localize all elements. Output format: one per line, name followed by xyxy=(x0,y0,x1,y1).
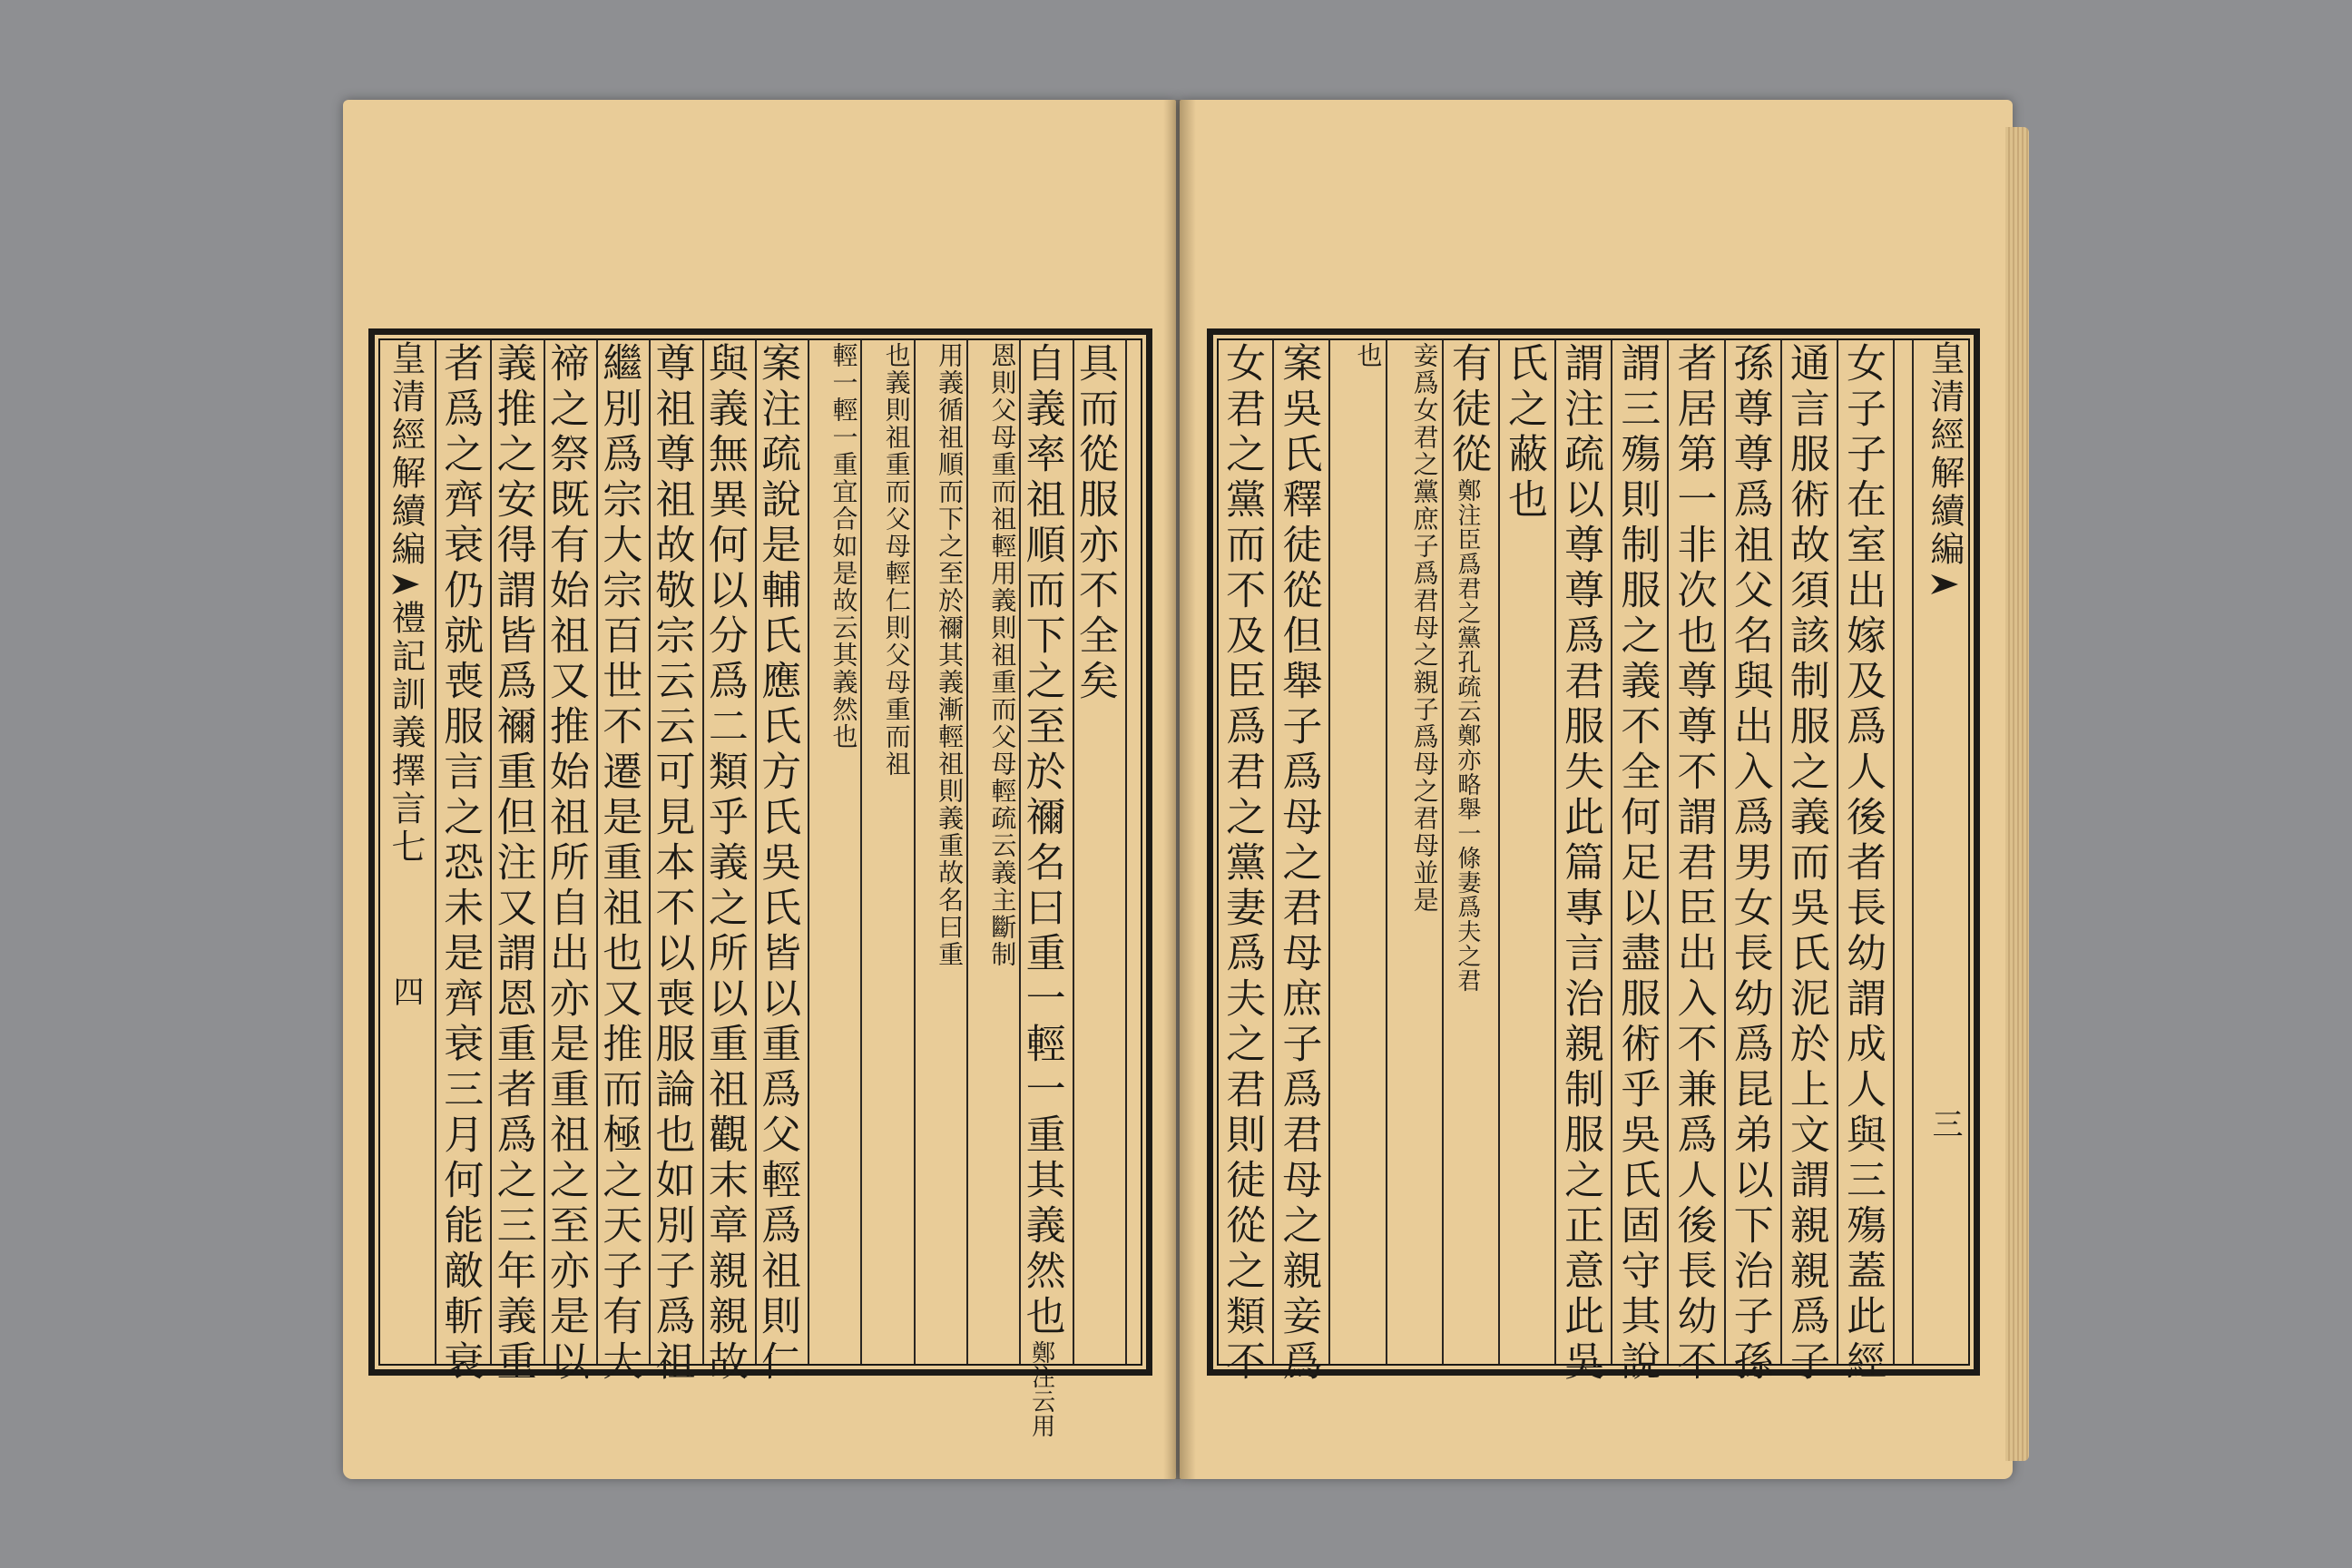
right-page-column-7 xyxy=(1500,342,1552,1362)
right-page-column-3 xyxy=(1726,342,1778,1386)
left-page-column-11 xyxy=(542,342,593,1386)
column-text: 輕一輕一重宜合如是故云其義然也 xyxy=(828,342,859,750)
left-page-number: 四 xyxy=(387,975,424,1010)
column-text: 氏之蔽也 xyxy=(1500,342,1547,524)
column-annotation: 鄭注云用 xyxy=(1027,1340,1055,1438)
left-page-column-10 xyxy=(595,342,646,1386)
right-margin-column xyxy=(1917,340,1970,1364)
left-margin-column xyxy=(378,340,431,1364)
column-text: 者居第一非次也尊尊不謂君臣出入不兼爲人後長幼不 xyxy=(1670,342,1717,1386)
left-page-column-3 xyxy=(973,342,1016,1362)
left-page-column-6 xyxy=(814,342,858,1362)
left-page-column-12 xyxy=(489,342,540,1386)
right-page-column-10 xyxy=(1335,342,1382,1362)
right-page-column-4 xyxy=(1670,342,1720,1386)
left-page-column-13 xyxy=(436,342,487,1386)
column-text: 也 xyxy=(1353,342,1384,369)
column-text: 妾爲女君之黨庶子爲君母之親子爲母之君母並是 xyxy=(1409,342,1440,914)
left-page-column-8 xyxy=(701,342,752,1386)
column-text: 恩則父母重而祖輕用義則祖重而父母輕疏云義主斷制 xyxy=(987,342,1018,968)
column-annotation: 鄭注臣爲君之黨孔疏云鄭亦略舉一條妻爲夫之君 xyxy=(1453,478,1481,993)
right-page-column-11 xyxy=(1275,342,1326,1386)
column-text: 自義率祖順而下之至於禰名曰重一輕一重其義然也 xyxy=(1018,342,1065,1340)
right-page-column-5 xyxy=(1613,342,1664,1386)
column-text: 案吳氏釋徒從但舉子爲母之君母庶子爲君母之親妾爲 xyxy=(1275,342,1322,1386)
page-edges xyxy=(2005,127,2029,1461)
left-page-column-5 xyxy=(867,342,910,1362)
column-text: 具而從服亦不全矣 xyxy=(1071,342,1118,705)
column-text: 通言服術故須該制服之義而吳氏泥於上文謂親親爲子 xyxy=(1782,342,1829,1386)
right-page-column-6 xyxy=(1557,342,1608,1386)
book-gutter xyxy=(1163,100,1196,1479)
column-text: 女君之黨而不及臣爲君之黨妻爲夫之君則徒從之類不 xyxy=(1219,342,1266,1386)
right-page-column-1 xyxy=(1838,342,1890,1386)
fish-tail-mark-icon xyxy=(1931,574,1958,594)
column-text: 禘之祭既有始祖又推始祖所自出亦是重祖之至亦是以 xyxy=(542,342,589,1386)
column-text: 也義則祖重而父母輕仁則父母重而祖 xyxy=(881,342,912,778)
fish-tail-mark-icon xyxy=(392,574,419,594)
left-text-frame xyxy=(368,328,1152,1438)
column-text: 義推之安得謂皆爲禰重但注又謂恩重者爲之三年義重 xyxy=(489,342,536,1386)
right-page-column-8 xyxy=(1444,342,1495,1362)
left-page-column-4 xyxy=(920,342,964,1362)
column-text: 繼別爲宗大宗百世不遷是重祖也又推而極之天子有大 xyxy=(595,342,642,1386)
column-text: 女子子在室出嫁及爲人後者長幼謂成人與三殤蓋此經 xyxy=(1838,342,1886,1386)
left-page-column-9 xyxy=(648,342,699,1386)
right-page-column-9 xyxy=(1392,342,1439,1362)
left-page xyxy=(343,100,1176,1479)
left-page-column-2 xyxy=(1018,342,1069,1438)
right-margin-title: 皇清經解續編 xyxy=(1925,340,1965,569)
column-text: 謂三殤則制服之義不全何足以盡服術乎吳氏固守其說 xyxy=(1613,342,1661,1386)
open-book xyxy=(343,100,2013,1479)
column-text: 有徒從 xyxy=(1444,342,1491,478)
right-page xyxy=(1180,100,2013,1479)
column-text: 案注疏說是輔氏應氏方氏吳氏皆以重爲父輕爲祖則仁 xyxy=(754,342,801,1386)
column-text: 尊祖尊祖故敬宗云云可見本不以喪服論也如別子爲祖 xyxy=(648,342,695,1386)
column-text: 與義無異何以分爲二類乎義之所以重祖觀末章親親故 xyxy=(701,342,748,1386)
right-page-number: 三 xyxy=(1926,1108,1963,1142)
left-page-column-7 xyxy=(754,342,805,1386)
column-text: 謂注疏以尊尊爲君服失此篇專言治親制服之正意此吳 xyxy=(1557,342,1604,1386)
column-text: 孫尊尊爲祖父名與出入爲男女長幼爲昆弟以下治子孫 xyxy=(1726,342,1773,1386)
right-page-column-12 xyxy=(1219,342,1269,1386)
column-text: 者爲之齊衰仍就喪服言之恐未是齊衰三月何能敵斬衰 xyxy=(436,342,484,1386)
right-page-column-2 xyxy=(1782,342,1834,1386)
left-page-column-1 xyxy=(1071,342,1122,1362)
column-text: 用義循祖順而下之至於禰其義漸輕祖則義重故名曰重 xyxy=(935,342,965,968)
right-text-frame xyxy=(1207,328,1980,1386)
left-margin-title: 皇清經解續編 xyxy=(386,340,426,569)
left-margin-subtitle: 禮記訓義擇言七 xyxy=(386,600,426,867)
